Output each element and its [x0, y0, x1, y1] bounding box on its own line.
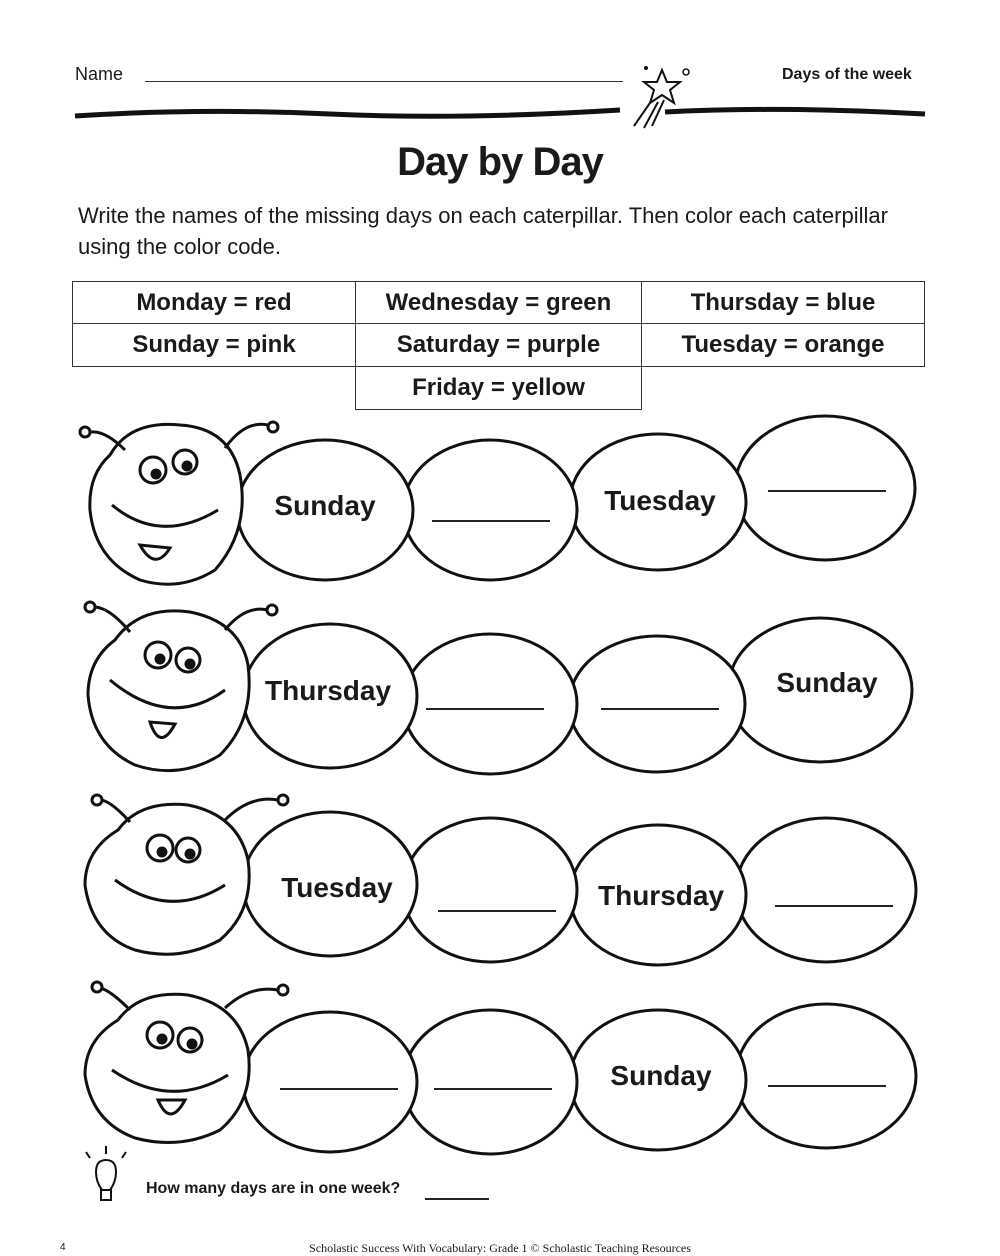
- segment-day-label: Sunday: [274, 490, 376, 521]
- blank-answer-field[interactable]: [432, 520, 550, 522]
- blank-answer-field[interactable]: [438, 910, 556, 912]
- color-code-cell: Sunday = pink: [72, 323, 356, 367]
- topic-label: Days of the week: [782, 66, 912, 83]
- caterpillar-1: [80, 416, 915, 584]
- color-code-cell: Saturday = purple: [355, 323, 642, 367]
- blank-answer-field[interactable]: [601, 708, 719, 710]
- blank-answer-field[interactable]: [768, 490, 886, 492]
- segment-day-label: Thursday: [597, 880, 725, 911]
- segment-day-label: Thursday: [264, 675, 392, 706]
- segment-day-label: Sunday: [776, 667, 878, 698]
- blank-answer-field[interactable]: [426, 708, 544, 710]
- color-code-cell: Thursday = blue: [641, 281, 925, 324]
- footer-credit: Scholastic Success With Vocabulary: Grade 1 © Scholastic Teaching Resources: [309, 1241, 691, 1255]
- color-code-cell: Friday = yellow: [355, 366, 642, 410]
- blank-answer-field[interactable]: [280, 1088, 398, 1090]
- question-answer-field[interactable]: [425, 1198, 489, 1200]
- instructions: Write the names of the missing days on each caterpillar. Then color each caterpillar using the color code.: [78, 203, 888, 259]
- color-code-cell: Wednesday = green: [355, 281, 642, 324]
- question-text: How many days are in one week?: [146, 1180, 401, 1197]
- segment-day-label: Tuesday: [281, 872, 393, 903]
- segment-day-label: Sunday: [610, 1060, 712, 1091]
- color-code-cell: Monday = red: [72, 281, 356, 324]
- page-number: 4: [60, 1242, 66, 1253]
- blank-answer-field[interactable]: [768, 1085, 886, 1087]
- page-title: Day by Day: [397, 140, 603, 184]
- blank-answer-field[interactable]: [775, 905, 893, 907]
- light-bulb-icon: [86, 1146, 126, 1200]
- blank-answer-field[interactable]: [434, 1088, 552, 1090]
- name-label: Name: [75, 64, 124, 84]
- caterpillar-3: [85, 795, 916, 965]
- segment-day-label: Tuesday: [604, 485, 716, 516]
- color-code-cell: Tuesday = orange: [641, 323, 925, 367]
- caterpillar-4: [85, 982, 916, 1154]
